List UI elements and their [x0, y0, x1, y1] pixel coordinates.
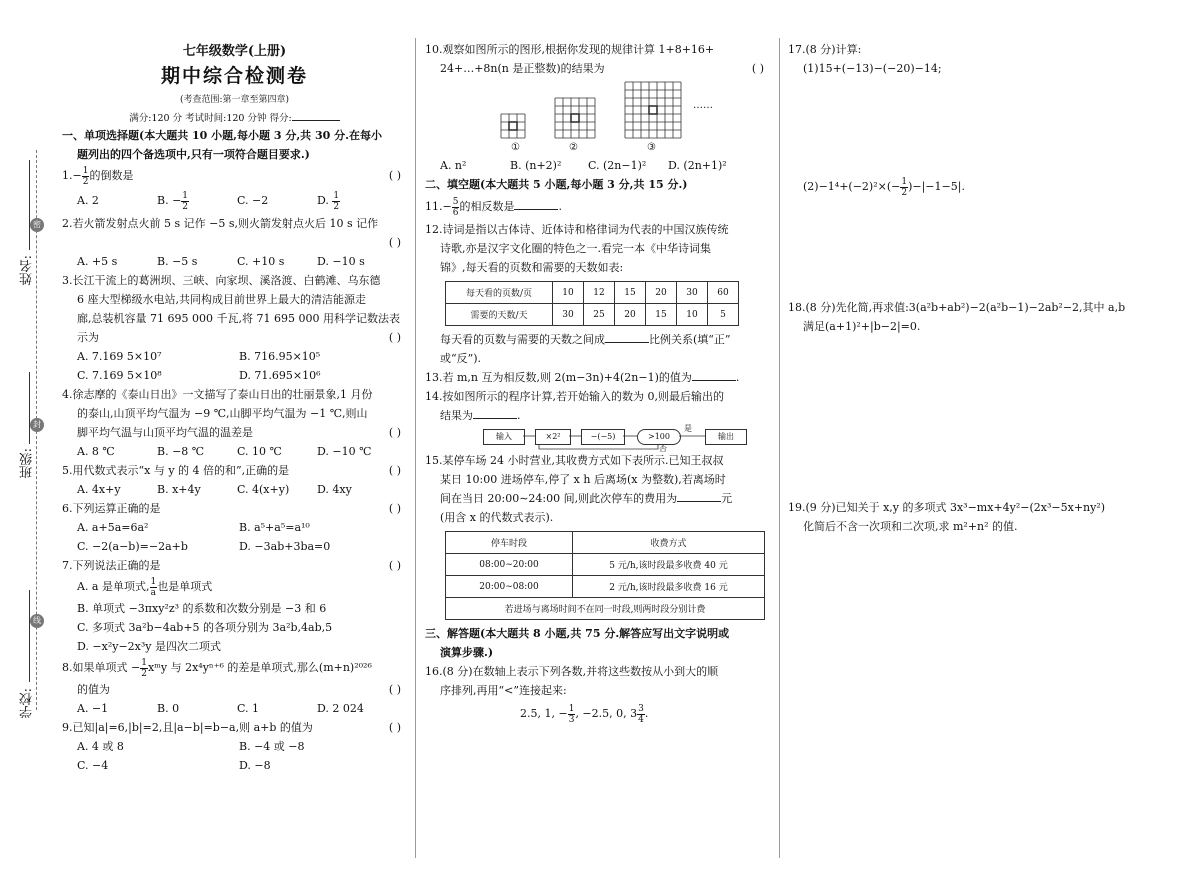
answer-paren[interactable]: ( ) [388, 331, 401, 344]
section1-heading: 一、单项选择题(本大题共 10 小题,每小题 3 分,共 30 分.在每小 [62, 129, 382, 142]
table-cell: 30 [677, 282, 708, 304]
q13-end: . [735, 371, 740, 384]
q10-stem-2-text: 24+…+8n(n 是正整数)的结果为 [440, 62, 605, 75]
q4-option-c: C. 10 ℃ [237, 445, 282, 458]
exam-meta-text: 满分:120 分 考试时间:120 分钟 得分: [129, 113, 292, 124]
flow-no-label: 否 [659, 444, 667, 453]
q7-frac: $\frac{1}{a}$ [150, 576, 157, 598]
q2-options [62, 252, 407, 271]
q10-option-b: B. (n+2)² [510, 159, 562, 172]
answer-paren[interactable]: ( ) [388, 721, 401, 734]
q9-option-c: C. −4 [77, 759, 109, 772]
table-cell: 每天看的页数/页 [446, 282, 553, 304]
q14-stem-2 [425, 406, 770, 425]
table-row [446, 304, 739, 326]
q14-flowchart [483, 425, 770, 451]
q3-option-b: B. 716.95×10⁵ [239, 350, 321, 363]
q14-answer-blank[interactable] [473, 408, 517, 419]
q17-stem: 17.(8 分)计算: [788, 43, 862, 56]
q8-stem-text-b: xᵐy 与 2x⁴yⁿ⁺⁶ 的差是单项式,那么(m+n)²⁰²⁶ [147, 661, 372, 674]
q16-numbers [425, 700, 770, 728]
q14-end: . [517, 409, 521, 422]
q11-end: . [558, 200, 562, 213]
q10-fig-label-1: ① [511, 142, 520, 153]
table-cell: 5 [708, 304, 739, 326]
q13-stem-text: 13.若 m,n 互为相反数,则 2(m−3n)+4(2n−1)的值为 [425, 371, 692, 384]
school-blank-line [29, 590, 30, 682]
q1-option-d-frac: $\frac{1}{2}$ [333, 190, 340, 212]
q10-ellipsis: …… [693, 100, 713, 111]
q6-options-ab [62, 518, 407, 537]
grid-center-cell [571, 114, 579, 122]
section3-heading: 三、解答题(本大题共 8 小题,共 75 分.解答应写出文字说明或 [425, 627, 730, 640]
q15-table [445, 531, 765, 620]
q9-stem [62, 718, 407, 737]
q10-stem-2 [425, 59, 770, 78]
q2-paren-line [62, 233, 407, 252]
q10-option-a: A. n² [440, 159, 467, 172]
q1-stem: 1.− $\frac{1}{2}$ 的倒数是 ( ) [62, 164, 407, 188]
table-row [446, 282, 739, 304]
exam-title: 期中综合检测卷 [160, 65, 308, 87]
q1-options [62, 188, 407, 214]
q3-option-a: A. 7.169 5×10⁷ [77, 350, 162, 363]
q4-option-d: D. −10 ℃ [317, 445, 372, 458]
q5-option-a: A. 4x+y [77, 483, 121, 496]
q9-option-a: A. 4 或 8 [77, 740, 124, 753]
q11-pre: 11.− [425, 200, 452, 213]
q8-stem-text-a: 8.如果单项式 − [62, 661, 141, 674]
q7-option-b: B. 单项式 −3πxy²z³ 的系数和次数分别是 −3 和 6 [77, 602, 327, 615]
table-cell: 15 [615, 282, 646, 304]
table-cell: 20:00∼08:00 [446, 576, 573, 598]
q8-stem-2-text: 的值为 [77, 683, 110, 696]
q1-option-d [317, 188, 397, 214]
q9-options-ab [62, 737, 407, 756]
q17-part2-b: )−|−1−5|. [908, 180, 965, 193]
q16-frac-2: $\frac{3}{4}$ [638, 703, 644, 725]
q5-option-d: D. 4xy [317, 483, 352, 496]
q17-part1: (1)15+(−13)−(−20)−14; [803, 62, 942, 75]
table-cell: 25 [584, 304, 615, 326]
q5-option-b: B. x+4y [157, 483, 201, 496]
q2-stem: 2.若火箭发射点火前 5 s 记作 −5 s,则火箭发射点火后 10 s 记作 [62, 217, 379, 230]
flow-arrows [483, 425, 753, 451]
q2-option-c: C. +10 s [237, 255, 285, 268]
q15-stem-2: 某日 10:00 进场停车,停了 x h 后离场(x 为整数),若离场时 [440, 473, 726, 486]
q16-numbers-a: 2.5, 1, − [520, 707, 568, 720]
q9-stem-text: 9.已知|a|=6,|b|=2,且|a−b|=b−a,则 a+b 的值为 [62, 721, 313, 734]
q1-option-a: A. 2 [77, 194, 99, 207]
q3-option-d: D. 71.695×10⁶ [239, 369, 321, 382]
q17-work-space-1[interactable] [788, 78, 1168, 174]
answer-paren[interactable]: ( ) [751, 62, 764, 75]
section1-heading-2: 题列出的四个备选项中,只有一项符合题目要求.) [77, 148, 310, 161]
column-divider-1 [415, 38, 416, 858]
q5-stem [62, 461, 407, 480]
q11-stem-text: 的相反数是 [459, 200, 515, 213]
q10-fig-label-3: ③ [647, 142, 656, 153]
q3-stem-4-text: 示为 [77, 331, 99, 344]
q17-frac: $\frac{1}{2}$ [901, 176, 908, 198]
flow-decision-box: >100 [637, 429, 681, 445]
grid-center-cell [649, 106, 657, 114]
q6-option-b: B. a⁵+a⁵=a¹⁰ [239, 521, 310, 534]
section2-heading: 二、填空题(本大题共 5 小题,每小题 3 分,共 15 分.) [425, 178, 688, 191]
q13-answer-blank[interactable] [692, 370, 736, 381]
q1-option-c: C. −2 [237, 194, 269, 207]
table-row [446, 554, 765, 576]
q2-option-a: A. +5 s [77, 255, 118, 268]
flow-subtract-box: −(−5) [581, 429, 625, 445]
q10-option-d: D. (2n+1)² [668, 159, 727, 172]
table-cell: 2 元/h,该时段最多收费 16 元 [573, 576, 765, 598]
q12-stem-5: 或“反”). [440, 352, 482, 365]
answer-paren[interactable]: ( ) [388, 464, 401, 477]
q10-options [425, 156, 770, 175]
q4-option-a: A. 8 ℃ [77, 445, 115, 458]
seal-mark-3: 线 [30, 614, 44, 628]
q2-option-d: D. −10 s [317, 255, 365, 268]
q17-part2-a: (2)−1⁴+(−2)²×(− [803, 180, 901, 193]
class-label: 班级: [20, 448, 35, 479]
column-middle [425, 40, 770, 728]
q3-options-ab [62, 347, 407, 366]
q2-option-b: B. −5 s [157, 255, 198, 268]
q7-option-d: D. −x²y−2x³y 是四次二项式 [77, 640, 222, 653]
table-cell: 5 元/h,该时段最多收费 40 元 [573, 554, 765, 576]
q8-stem-1 [62, 656, 407, 680]
table-row [446, 532, 765, 554]
q10-stem-1: 10.观察如图所示的图形,根据你发现的规律计算 1+8+16+ [425, 43, 715, 56]
q11-stem [425, 194, 770, 220]
table-header: 停车时段 [446, 532, 573, 554]
q11-answer-blank[interactable] [514, 199, 558, 210]
answer-paren[interactable]: ( ) [388, 236, 401, 249]
seal-mark-2: 封 [30, 418, 44, 432]
column-left [62, 40, 407, 775]
q3-option-c: C. 7.169 5×10⁸ [77, 369, 162, 382]
table-cell: 需要的天数/天 [446, 304, 553, 326]
flow-yes-label: 是 [684, 424, 692, 433]
table-row [446, 598, 765, 620]
q12-answer-blank[interactable] [605, 332, 649, 343]
q3-stem-1: 3.长江干流上的葛洲坝、三峡、向家坝、溪洛渡、白鹤滩、乌东德 [62, 274, 381, 287]
table-cell: 10 [553, 282, 584, 304]
q10-grid-figures [495, 78, 735, 156]
q4-stem-2: 的泰山,山顶平均气温为 −9 ℃,山脚平均气温为 −1 ℃,则山 [77, 407, 368, 420]
q10-fig-label-2: ② [569, 142, 578, 153]
flow-input-box: 输入 [483, 429, 525, 445]
q4-stem-3 [62, 423, 407, 442]
q17-work-space-2[interactable] [788, 200, 1168, 298]
section3-heading-2: 演算步骤.) [440, 646, 494, 659]
q7-stem-text: 7.下列说法正确的是 [62, 559, 161, 572]
q3-stem-4 [62, 328, 407, 347]
q16-stem-2: 序排列,再用“<”连接起来: [440, 684, 567, 697]
column-right [788, 40, 1168, 536]
table-cell: 10 [677, 304, 708, 326]
q8-frac: $\frac{1}{2}$ [141, 657, 147, 679]
q1-frac: $\frac{1}{2}$ [82, 165, 89, 187]
q14-stem-2-text: 结果为 [440, 409, 473, 422]
answer-paren[interactable]: ( ) [388, 426, 401, 439]
q1-option-d-text: D. [317, 194, 333, 207]
q18-stem-2: 满足(a+1)²+|b−2|=0. [803, 320, 921, 333]
q12-stem-4a: 每天看的页数与需要的天数之间成 [440, 333, 605, 346]
grid-center-cell [509, 122, 517, 130]
table-row [446, 576, 765, 598]
table-cell: 30 [553, 304, 584, 326]
q8-option-d: D. 2 024 [317, 702, 364, 715]
q6-option-a: A. a+5a=6a² [77, 521, 149, 534]
flow-output-box: 输出 [705, 429, 747, 445]
score-blank[interactable] [292, 110, 340, 121]
q6-option-c: C. −2(a−b)=−2a+b [77, 540, 188, 553]
name-label: 姓名: [20, 255, 35, 286]
exam-meta [62, 110, 407, 124]
q11-frac: $\frac{5}{6}$ [452, 196, 459, 218]
q7-option-a-text: A. a 是单项式, [77, 580, 150, 593]
q5-options [62, 480, 407, 499]
q8-option-b: B. 0 [157, 702, 180, 715]
q8-stem-2 [62, 680, 407, 699]
q1-option-b [157, 188, 237, 214]
answer-paren[interactable]: ( ) [388, 502, 401, 515]
q16-numbers-b: , −2.5, 0, 3 [575, 707, 638, 720]
q15-stem-3 [425, 489, 770, 508]
q19-stem-2: 化简后不含一次项和二次项,求 m²+n² 的值. [803, 520, 1018, 533]
q6-options-cd [62, 537, 407, 556]
q1-option-b-text: B. − [157, 194, 182, 207]
grade-title: 七年级数学(上册) [182, 44, 287, 59]
q7-option-a [62, 575, 407, 599]
q9-options-cd [62, 756, 407, 775]
q4-options [62, 442, 407, 461]
q12-stem-1: 12.诗词是指以古体诗、近体诗和格律词为代表的中国汉族传统 [425, 223, 729, 236]
q4-stem-1: 4.徐志摩的《泰山日出》一文描写了泰山日出的壮丽景象,1 月份 [62, 388, 373, 401]
table-header: 收费方式 [573, 532, 765, 554]
seal-mark-1: 密 [30, 218, 44, 232]
q3-stem-3: 廊,总装机容量 71 695 000 千瓦,将 71 695 000 用科学记数法表 [77, 312, 400, 325]
table-footnote: 若进场与离场时间不在同一时段,则两时段分别计费 [446, 598, 765, 620]
q6-stem-text: 6.下列运算正确的是 [62, 502, 161, 515]
q9-option-d: D. −8 [239, 759, 271, 772]
q3-options-cd [62, 366, 407, 385]
q4-option-b: B. −8 ℃ [157, 445, 205, 458]
q15-stem-1: 15.某停车场 24 小时营业,其收费方式如下表所示.已知王叔叔 [425, 454, 724, 467]
table-cell: 60 [708, 282, 739, 304]
q3-stem-2: 6 座大型梯级水电站,共同构成目前世界上最大的清洁能源走 [77, 293, 366, 306]
q8-options [62, 699, 407, 718]
q7-stem [62, 556, 407, 575]
q5-stem-text: 5.用代数式表示“x 与 y 的 4 倍的和”,正确的是 [62, 464, 290, 477]
q15-stem-4: (用含 x 的代数式表示). [440, 511, 554, 524]
exam-scope: (考查范围:第一章至第四章) [179, 95, 290, 105]
q10-figures [425, 78, 770, 156]
q18-work-space[interactable] [788, 336, 1168, 498]
table-cell: 08:00∼20:00 [446, 554, 573, 576]
q15-stem-3b: 元 [721, 492, 733, 505]
q7-option-a-tail: 也是单项式 [157, 580, 213, 593]
q7-option-c: C. 多项式 3a²b−4ab+5 的各项分别为 3a²b,4ab,5 [77, 621, 333, 634]
q8-option-a: A. −1 [77, 702, 109, 715]
school-label: 学校: [20, 688, 35, 719]
q13-stem [425, 368, 770, 387]
q10-option-c: C. (2n−1)² [588, 159, 647, 172]
q8-option-c: C. 1 [237, 702, 260, 715]
q19-stem-1: 19.(9 分)已知关于 x,y 的多项式 3x³−mx+4y²−(2x³−5x+ny²) [788, 501, 1106, 514]
q18-stem-1: 18.(8 分)先化简,再求值:3(a²b+ab²)−2(a²b−1)−2ab²−2,其中 a,b [788, 301, 1126, 314]
flow-multiply-box: ×2² [535, 429, 571, 445]
q9-option-b: B. −4 或 −8 [239, 740, 305, 753]
q4-stem-3-text: 脚平均气温与山顶平均气温的温差是 [77, 426, 253, 439]
q12-stem-2: 诗歌,亦是汉字文化圈的特色之一.看完一本《中华诗词集 [440, 242, 711, 255]
q1-option-b-frac: $\frac{1}{2}$ [182, 190, 189, 212]
q12-stem-3: 锦》,每天看的页数和需要的天数如表: [440, 261, 624, 274]
table-cell: 20 [615, 304, 646, 326]
table-cell: 20 [646, 282, 677, 304]
name-blank-line [29, 160, 30, 250]
q15-stem-3a: 间在当日 20:00∼24:00 间,则此次停车的费用为 [440, 492, 678, 505]
q12-stem-4b: 比例关系(填“正” [649, 333, 731, 346]
class-blank-line [29, 372, 30, 444]
q14-stem-1: 14.按如图所示的程序计算,若开始输入的数为 0,则最后输出的 [425, 390, 724, 403]
q12-table [445, 281, 739, 326]
q12-stem-4 [425, 330, 770, 349]
q17-part2 [788, 174, 1168, 200]
q15-answer-blank[interactable] [677, 491, 721, 502]
answer-paren[interactable]: ( ) [388, 683, 401, 696]
q6-stem [62, 499, 407, 518]
answer-paren[interactable]: ( ) [388, 559, 401, 572]
q6-option-d: D. −3ab+3ba=0 [239, 540, 331, 553]
q16-stem-1: 16.(8 分)在数轴上表示下列各数,并将这些数按从小到大的顺 [425, 665, 719, 678]
q16-numbers-c: . [644, 707, 649, 720]
table-cell: 15 [646, 304, 677, 326]
q5-option-c: C. 4(x+y) [237, 483, 290, 496]
q16-frac-1: $\frac{1}{3}$ [568, 703, 575, 725]
table-cell: 12 [584, 282, 615, 304]
q1-stem-text: 的倒数是 [89, 169, 134, 182]
column-divider-2 [779, 38, 780, 858]
answer-paren[interactable]: ( ) [388, 169, 401, 182]
